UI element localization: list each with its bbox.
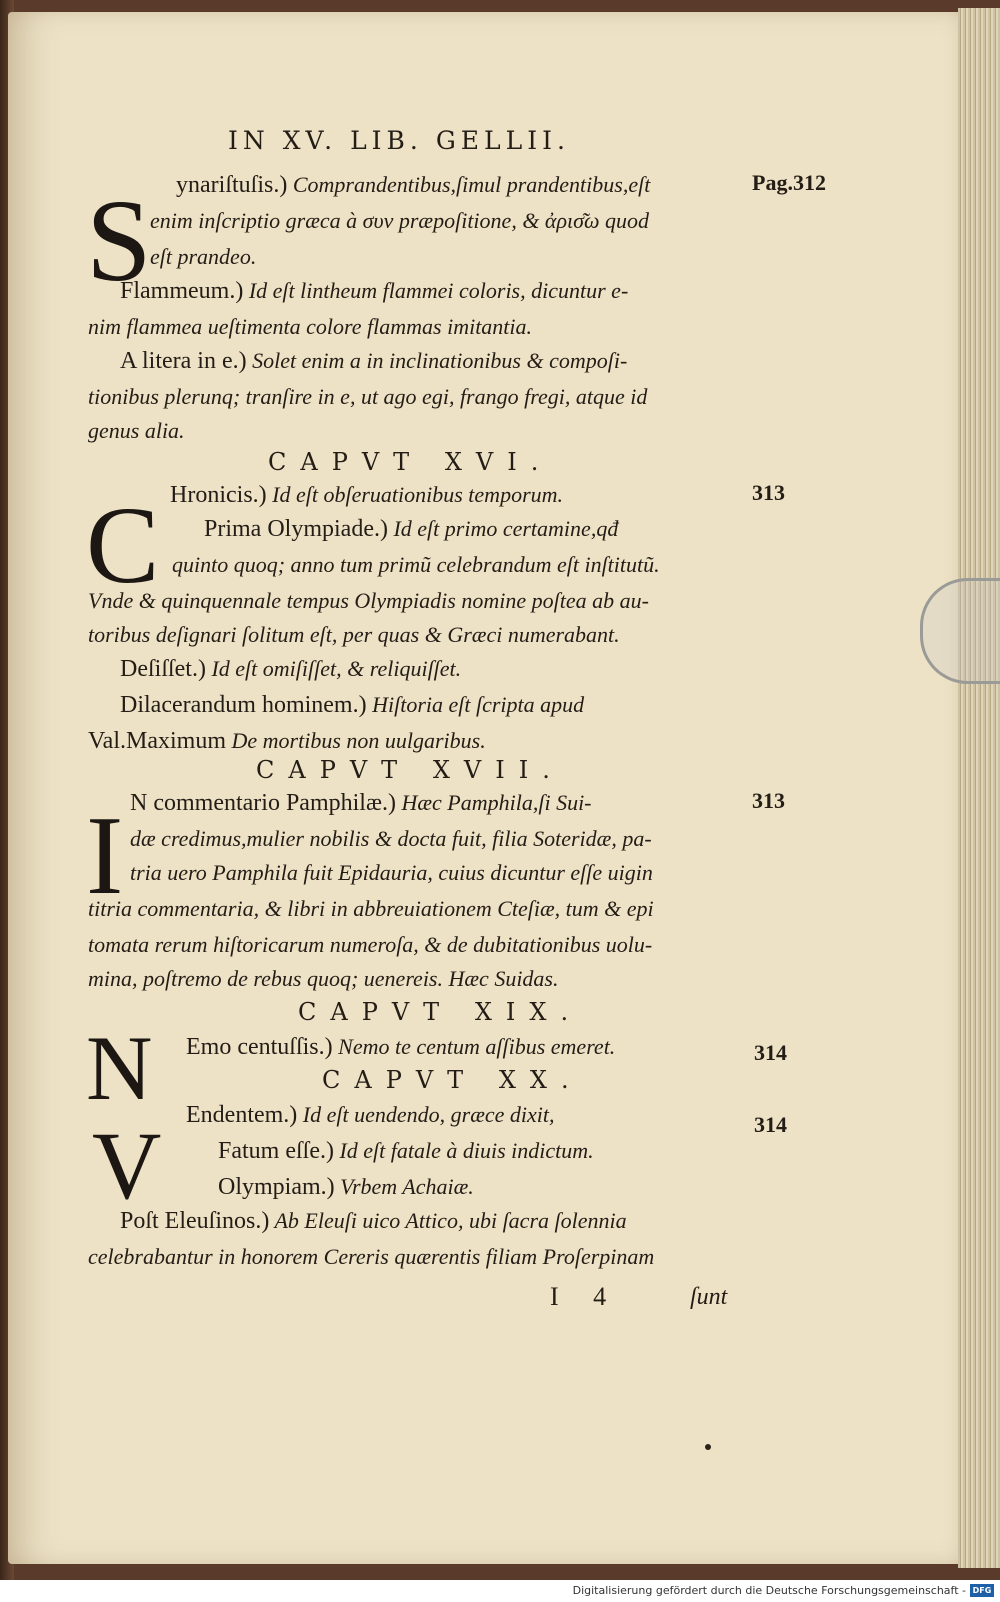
margin-note-313a: 313	[752, 480, 785, 505]
margin-note-313b: 313	[752, 788, 785, 813]
chapter-heading-xix: CAPVT XIX.	[298, 998, 583, 1026]
ink-dot	[705, 1444, 711, 1450]
chapter-heading-xvi: CAPVT XVI.	[268, 448, 553, 476]
text-line: Olympiam.) Vrbem Achaiæ.	[218, 1174, 474, 1200]
text-line: celebrabantur in honorem Cereris quærentis filiam Proſerpinam	[88, 1244, 655, 1269]
signature-mark: I 4	[550, 1282, 621, 1311]
text-line: genus alia.	[88, 418, 185, 443]
text-line: nim flammea ueſtimenta colore flammas imitantia.	[88, 314, 533, 339]
text-line: tionibus plerunq; tranſire in e, ut ago egi, frango fregi, atque id	[88, 384, 648, 409]
text-line: Poſt Eleuſinos.) Ab Eleuſi uico Attico, ubi ſacra ſolennia	[120, 1208, 627, 1234]
text-line: Emo centuſſis.) Nemo te centum aſſibus emeret.	[186, 1034, 616, 1060]
margin-note-page: Pag.312	[752, 170, 826, 195]
text-line: ynariſtuſis.) Comprandentibus,ſimul prandentibus,eſt	[176, 172, 651, 198]
text-line: Val.Maximum De mortibus non uulgaribus.	[88, 728, 486, 754]
text-line: mina, poſtremo de rebus quoq; uenereis. Hæc Suidas.	[88, 966, 559, 991]
margin-note-314a: 314	[754, 1040, 787, 1065]
running-head: IN XV. LIB. GELLII.	[228, 126, 570, 155]
initial-c: C	[86, 484, 160, 606]
footer-bar	[0, 1580, 1000, 1602]
initial-s: S	[86, 175, 152, 306]
text-line: Prima Olympiade.) Id eſt primo certamine,qđ	[204, 516, 619, 542]
paper-clip-icon	[920, 578, 1000, 684]
catchword: ſunt	[690, 1284, 728, 1310]
text-line: toribus deſignari ſolitum eſt, per quas & Græci numerabant.	[88, 622, 620, 647]
text-line: Endentem.) Id eſt uendendo, græce dixit,	[186, 1102, 555, 1128]
text-line: A litera in e.) Solet enim a in inclinationibus & compoſi-	[120, 348, 628, 374]
text-line: tomata rerum hiſtoricarum numeroſa, & de dubitationibus uolu-	[88, 932, 653, 957]
text-line: titria commentaria, & libri in abbreuiationem Cteſiæ, tum & epi	[88, 896, 654, 921]
text-line: Vnde & quinquennale tempus Olympiadis nomine poſtea ab au-	[88, 588, 649, 613]
text-line: Dilacerandum hominem.) Hiſtoria eſt ſcripta apud	[120, 692, 585, 718]
text-line: eſt prandeo.	[150, 244, 257, 269]
text-line: Hronicis.) Id eſt obſeruationibus temporum.	[170, 482, 564, 508]
text-line: Flammeum.) Id eſt lintheum flammei coloris, dicuntur e-	[120, 278, 629, 304]
initial-n: N	[86, 1017, 153, 1119]
page-edges	[958, 8, 1000, 1568]
footer-credit: Digitalisierung gefördert durch die Deutsche Forschungsgemeinschaft -	[572, 1584, 966, 1597]
initial-v: V	[92, 1112, 162, 1219]
text-line: dæ credimus,mulier nobilis & docta fuit, filia Soteridæ, pa-	[130, 826, 652, 851]
text-line: quinto quoq; anno tum primũ celebrandum eſt inſtitutũ.	[172, 552, 660, 577]
text-line: N commentario Pamphilæ.) Hæc Pamphila,ſi Sui-	[130, 790, 592, 816]
text-line: Deſiſſet.) Id eſt omiſiſſet, & reliquiſſet.	[120, 656, 462, 682]
text-line: tria uero Pamphila fuit Epidauria, cuius dicuntur eſſe uigin	[130, 860, 653, 885]
chapter-heading-xvii: CAPVT XVII.	[256, 756, 564, 784]
text-line: Fatum eſſe.) Id eſt fatale à diuis indictum.	[218, 1138, 594, 1164]
margin-note-314b: 314	[754, 1112, 787, 1137]
chapter-heading-xx: CAPVT XX.	[322, 1066, 583, 1094]
initial-i: I	[86, 794, 124, 918]
dfg-logo: DFG	[970, 1584, 994, 1597]
text-line: enim inſcriptio græca à συν præpoſitione, & ἀρισ͂ω quod	[150, 208, 650, 233]
